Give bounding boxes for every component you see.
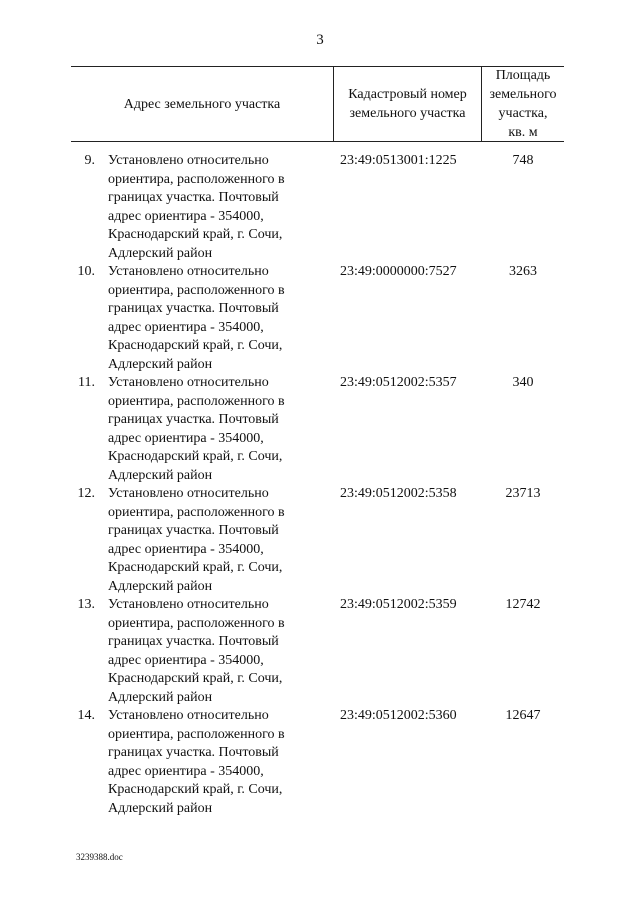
header-area xyxy=(482,67,564,141)
row-cadastral-number: 23:49:0512002:5357 xyxy=(340,375,457,390)
row-address: Установлено относительно ориентира, расположенного в границах участка. Почтовый адрес ориентира - 354000, Краснодарский край, г. Сочи, Адлерский район xyxy=(108,375,285,483)
row-cadastral-number: 23:49:0512002:5360 xyxy=(340,708,457,723)
table-header xyxy=(71,66,564,142)
row-area: 23713 xyxy=(505,486,541,501)
row-area: 3263 xyxy=(509,264,537,279)
header-address-label: Адрес земельного участка xyxy=(123,96,281,112)
table-row xyxy=(71,152,564,263)
document-id-footer: 3239388.doc xyxy=(76,852,123,862)
row-address: Установлено относительно ориентира, расположенного в границах участка. Почтовый адрес ориентира - 354000, Краснодарский край, г. Сочи, Адлерский район xyxy=(108,264,285,372)
row-cadastral-number: 23:49:0513001:1225 xyxy=(340,153,457,168)
table-row xyxy=(71,485,564,596)
table-row xyxy=(71,707,564,818)
row-area: 748 xyxy=(512,153,534,168)
row-number: 11. xyxy=(78,375,95,390)
table-row xyxy=(71,263,564,374)
row-number: 10. xyxy=(77,264,95,279)
row-number: 13. xyxy=(77,597,95,612)
header-cadastral-label: Кадастровый номер земельного участка xyxy=(348,87,467,121)
row-address: Установлено относительно ориентира, расположенного в границах участка. Почтовый адрес ориентира - 354000, Краснодарский край, г. Сочи, Адлерский район xyxy=(108,708,285,816)
row-address: Установлено относительно ориентира, расположенного в границах участка. Почтовый адрес ориентира - 354000, Краснодарский край, г. Сочи, Адлерский район xyxy=(108,153,285,261)
row-address: Установлено относительно ориентира, расположенного в границах участка. Почтовый адрес ориентира - 354000, Краснодарский край, г. Сочи, Адлерский район xyxy=(108,597,285,705)
header-cadastral xyxy=(334,67,481,141)
land-plots-table xyxy=(71,66,564,816)
page-number: 3 xyxy=(316,32,324,48)
table-row xyxy=(71,596,564,707)
row-cadastral-number: 23:49:0000000:7527 xyxy=(340,264,457,279)
table-body xyxy=(71,152,564,818)
row-area: 12742 xyxy=(505,597,541,612)
row-cadastral-number: 23:49:0512002:5359 xyxy=(340,597,457,612)
row-address: Установлено относительно ориентира, расположенного в границах участка. Почтовый адрес ориентира - 354000, Краснодарский край, г. Сочи, Адлерский район xyxy=(108,486,285,594)
row-number: 12. xyxy=(77,486,95,501)
header-address xyxy=(71,67,333,141)
row-area: 12647 xyxy=(505,708,541,723)
row-cadastral-number: 23:49:0512002:5358 xyxy=(340,486,457,501)
row-area: 340 xyxy=(512,375,534,390)
header-area-label: Площадь земельного участка, кв. м xyxy=(489,68,557,140)
table-row xyxy=(71,374,564,485)
row-number: 9. xyxy=(84,153,95,168)
row-number: 14. xyxy=(77,708,95,723)
